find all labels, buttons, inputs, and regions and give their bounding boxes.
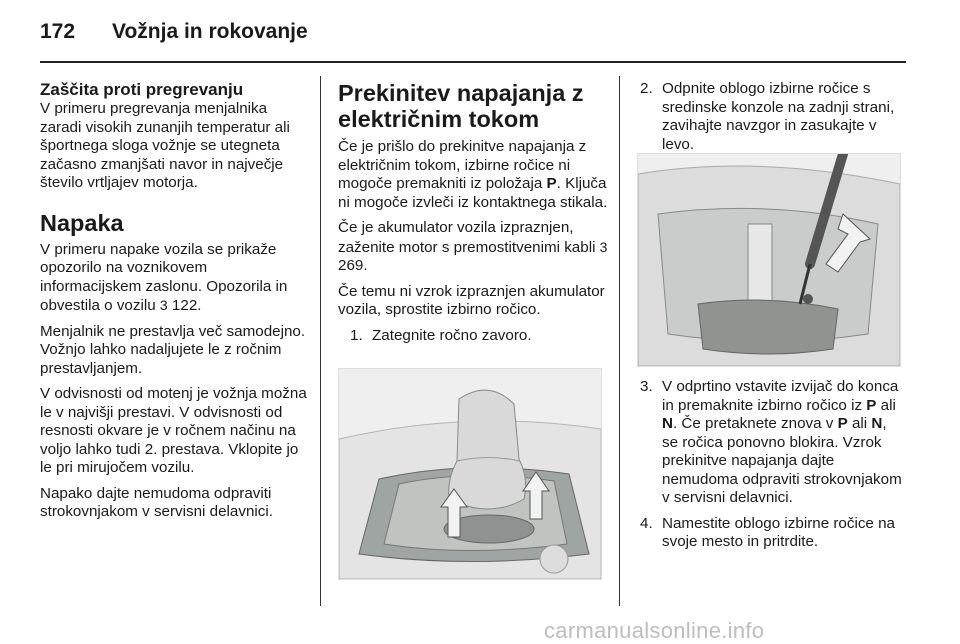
header-rule <box>40 61 906 63</box>
power-cut-paragraph-3: Če temu ni vzrok izpraznjen akumulator vozila, sprostite izbirno ročico. <box>338 282 605 318</box>
step-3-text-a: V odprtino vstavite izvijač do konca in premaknite izbirno ročico iz <box>662 378 899 414</box>
reference-arrow-icon: 3 <box>599 238 608 255</box>
overheat-text: V primeru pregrevanja menjalnika zaradi visokih zunanjih temperatur ali športnega sloga vožnje se utegneta začasno zmanjšati navor in največje število vrtljajev motorja. <box>40 100 290 191</box>
column-3 <box>640 80 906 161</box>
power-cut-p1-post: . Ključa ni mogoče izvleči iz kontaktnega stikala. <box>338 175 608 211</box>
position-n-label: N <box>662 415 673 432</box>
fault-paragraph-4: Napako dajte nemudoma odpraviti strokovnjakom v servisni delavnici. <box>40 484 273 520</box>
power-cut-p2-text: Če je akumulator vozila izpraznjen, zaženite motor s premostitvenimi kabli <box>338 219 600 256</box>
power-cut-heading: Prekinitev napajanja z električnim tokom <box>338 80 584 132</box>
power-cut-p1-text: Če je prišlo do prekinitve napajanja z električnim tokom, izbirne ročice ni mogoče premakniti iz položaja <box>338 138 587 192</box>
position-p-label: P <box>546 175 557 192</box>
step-4-number: 4. <box>640 514 653 532</box>
step-4-text: Namestite oblogo izbirne ročice na svoje mesto in pritrdite. <box>662 514 895 550</box>
step-3-number: 3. <box>640 378 653 395</box>
step-1-number: 1. <box>350 326 363 344</box>
step-2 <box>640 80 906 154</box>
screwdriver-drawing <box>638 154 900 366</box>
position-p-label: P <box>837 415 848 432</box>
position-p-label: P <box>866 396 877 414</box>
column-1 <box>40 80 308 529</box>
fault-paragraph-3: V odvisnosti od motenj je vožnja možna le v najvišji prestavi. V odvisnosti od resnosti okvare je v ročnem načinu na voljo lahko tudi 2. prestava. Vklopite jo le pri mirujočem vozilu. <box>40 385 307 476</box>
step-3-text-c: . Če pretaknete znova v <box>672 415 838 432</box>
fault-heading: Napaka <box>40 209 124 236</box>
watermark: carmanualsonline.info <box>544 618 765 643</box>
column-divider-2 <box>619 76 620 606</box>
step-1-text: Zategnite ročno zavoro. <box>372 326 532 344</box>
step-3-text-e: , se ročica ponovno blokira. Vzrok prekinitve napajanja dajte nemudoma odpraviti strokovnjakom v servisni delavnici. <box>662 415 902 506</box>
reference-arrow-icon: 3 <box>159 297 168 313</box>
gear-lever-drawing <box>339 369 601 579</box>
step-2-number: 2. <box>640 80 653 97</box>
step-3-text-b: ali <box>876 396 896 414</box>
fault-paragraph-1-text: V primeru napake vozila se prikaže opozorilo na voznikovem informacijskem zaslonu. Opozorila in obvestila o vozilu <box>40 240 288 314</box>
fault-paragraph-2: Menjalnik ne prestavlja več samodejno. Vožnjo lahko nadaljujete le z ročnim prestavljanjem. <box>40 322 306 377</box>
position-n-label: N <box>871 415 883 432</box>
fault-ref-page[interactable]: 122. <box>171 297 202 314</box>
column-3-lower <box>640 378 906 559</box>
power-cut-paragraph-1 <box>338 138 608 212</box>
overheat-heading: Zaščita proti pregrevanju <box>40 80 244 99</box>
jump-start-ref-page[interactable]: 269. <box>338 257 368 274</box>
power-cut-paragraph-2 <box>338 219 608 276</box>
page-number: 172 <box>40 20 76 43</box>
screwdriver-illustration <box>637 153 901 367</box>
section-title: Vožnja in rokovanje <box>112 20 308 43</box>
fault-paragraph-1 <box>40 241 308 316</box>
step-4 <box>640 515 906 552</box>
gear-lever-illustration <box>338 368 602 580</box>
step-3-text-d: ali <box>847 415 872 432</box>
step-2-text: Odpnite oblogo izbirne ročice s sredinske konzole na zadnji strani, zavihajte navzgor in zasukajte v levo. <box>662 80 895 153</box>
column-divider-1 <box>320 76 321 606</box>
step-3 <box>640 378 906 508</box>
step-1 <box>338 327 608 346</box>
column-2 <box>338 80 608 352</box>
